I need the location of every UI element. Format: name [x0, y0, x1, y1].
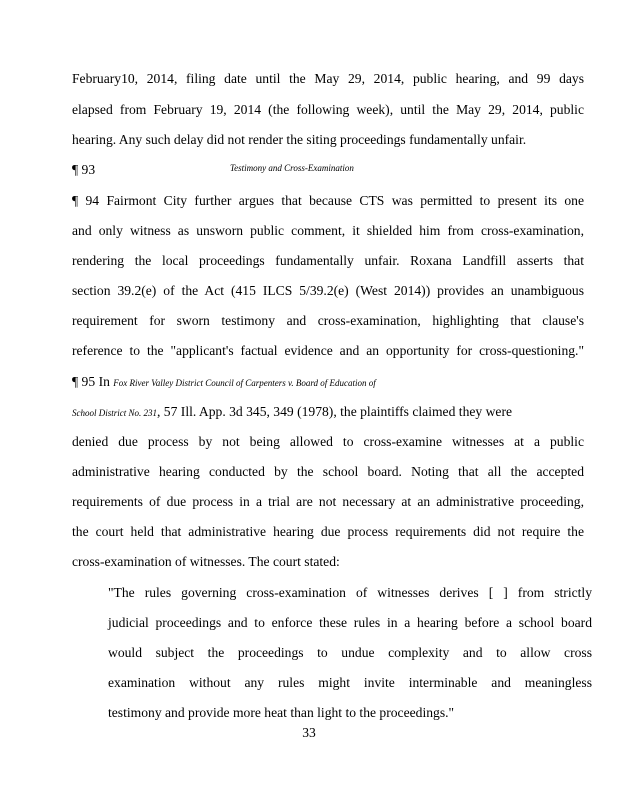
body-line: requirement for sworn testimony and cross-examination, highlighting that clause's — [72, 313, 584, 328]
block-quote-line: would subject the proceedings to undue complexity and to allow cross — [108, 645, 592, 660]
body-line: cross-examination of witnesses. The court stated: — [72, 554, 340, 569]
body-line: the court held that administrative hearing due process requirements did not require the — [72, 524, 584, 539]
body-line: ¶ 94 Fairmont City further argues that because CTS was permitted to present its one — [72, 193, 584, 208]
block-quote-line: testimony and provide more heat than light to the proceedings." — [108, 705, 455, 720]
section-heading: Testimony and Cross-Examination — [230, 163, 354, 173]
body-line: rendering the local proceedings fundamentally unfair. Roxana Landfill asserts that — [72, 253, 584, 268]
case-citation: Fox River Valley District Council of Carpenters v. Board of Education of — [113, 378, 376, 388]
body-line: February10, 2014, filing date until the May 29, 2014, public hearing, and 99 days — [72, 71, 584, 86]
body-line: administrative hearing conducted by the school board. Noting that all the accepted — [72, 464, 584, 479]
page-number: 33 — [302, 725, 316, 740]
citation-text: , 57 Ill. App. 3d 345, 349 (1978), the plaintiffs claimed they were — [157, 404, 513, 419]
intro-word: In — [98, 374, 110, 389]
body-line: requirements of due process in a trial are not necessary at an administrative proceeding, — [72, 494, 584, 509]
body-line: and only witness as unsworn public comment, it shielded him from cross-examination, — [72, 223, 584, 238]
paragraph-number: ¶ 93 — [72, 162, 96, 177]
body-line: section 39.2(e) of the Act (415 ILCS 5/39.2(e) (West 2014)) provides an unambiguous — [72, 283, 584, 298]
block-quote-line: judicial proceedings and to enforce these rules in a hearing before a school board — [108, 615, 592, 630]
body-line: elapsed from February 19, 2014 (the following week), until the May 29, 2014, public — [72, 102, 584, 117]
body-line: hearing. Any such delay did not render the siting proceedings fundamentally unfair. — [72, 132, 527, 147]
paragraph-95-intro — [72, 374, 584, 390]
block-quote-line: examination without any rules might invite interminable and meaningless — [108, 675, 592, 690]
block-quote-line: "The rules governing cross-examination of witnesses derives [ ] from strictly — [108, 585, 592, 600]
body-line: denied due process by not being allowed to cross-examine witnesses at a public — [72, 434, 584, 449]
paragraph-93 — [72, 162, 354, 178]
paragraph-number: ¶ 95 — [72, 374, 96, 389]
body-line: reference to the "applicant's factual evidence and an opportunity for cross-questioning." — [72, 343, 584, 358]
case-citation: School District No. 231 — [72, 408, 157, 418]
citation-line — [72, 404, 584, 420]
